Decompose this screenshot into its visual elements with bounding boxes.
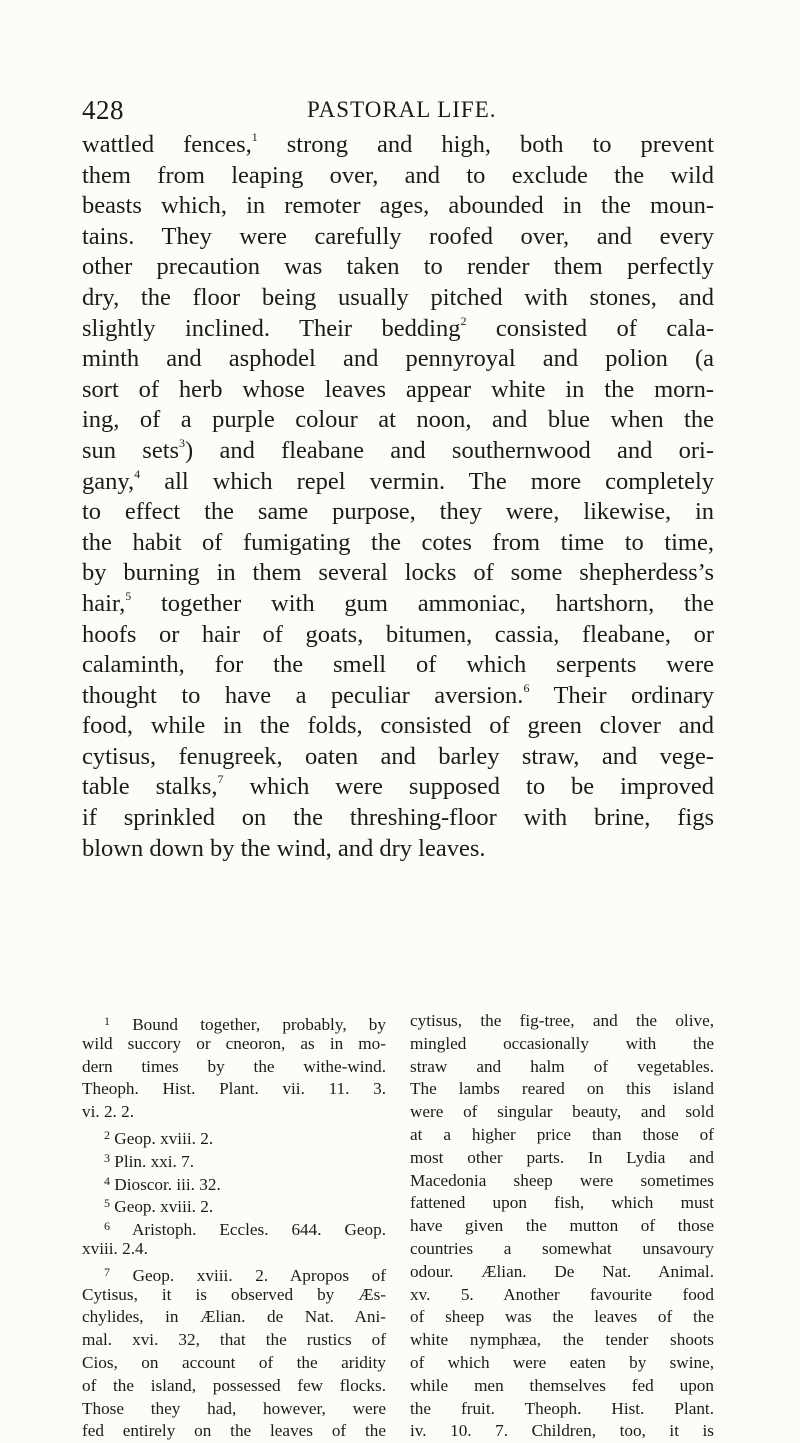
footnote-line [82, 1375, 386, 1398]
text-line [82, 772, 714, 803]
footnote-number: 5 [104, 1196, 110, 1211]
footnote-number: 3 [104, 1150, 110, 1165]
text-line [82, 405, 714, 436]
footnote-line: The lambs reared on this island [410, 1079, 714, 1099]
text-segment: calaminth, for the smell of which serpents were [82, 651, 714, 679]
text-line [82, 620, 714, 651]
footnote-marker: 3 [179, 435, 186, 450]
text-segment: together with gum ammoniac, hartshorn, the [131, 589, 714, 617]
footnote-line: countries a somewhat unsavoury [410, 1238, 714, 1258]
footnote-line: iv. 10. 7. Children, too, it is [410, 1421, 714, 1441]
footnote-text: Geop. xviii. 2. Apropos of [110, 1265, 386, 1285]
footnote-number: 2 [104, 1127, 110, 1142]
text-line [82, 528, 714, 559]
text-segment: Their ordinary [529, 681, 714, 709]
text-line [82, 803, 714, 834]
footnotes-left-column [82, 1010, 386, 1443]
text-segment: cytisus, fenugreek, oaten and barley straw, and vege- [82, 742, 714, 770]
footnote-line: of which were eaten by swine, [410, 1352, 714, 1372]
footnote-line [82, 1101, 386, 1124]
footnote-line: while men themselves fed upon [410, 1375, 714, 1395]
footnote-marker: 5 [125, 588, 132, 603]
text-segment: beasts which, in remoter ages, abounded in the moun- [82, 192, 714, 220]
footnote-line [82, 1170, 386, 1193]
footnote-line [82, 1306, 386, 1329]
footnote-line: odour. Ælian. De Nat. Animal. [410, 1261, 714, 1281]
text-line [82, 161, 714, 192]
text-segment: consisted of cala- [466, 314, 714, 342]
footnote-line: at a higher price than those of [410, 1124, 714, 1144]
footnote-text: wild succory or cneoron, as in mo- [82, 1033, 386, 1053]
footnote-line: straw and halm of vegetables. [410, 1056, 714, 1076]
footnote-line: Macedonia sheep were sometimes [410, 1170, 714, 1190]
text-line [82, 497, 714, 528]
footnote-text: Geop. xviii. 2. [110, 1128, 214, 1148]
footnote-text: xviii. 2.4. [82, 1238, 148, 1258]
text-line [82, 252, 714, 283]
footnote-line: the fruit. Theoph. Hist. Plant. [410, 1398, 714, 1418]
text-segment: table stalks, [82, 773, 218, 801]
footnote-marker: 6 [523, 680, 530, 695]
footnote-text: mal. xvi. 32, that the rustics of [82, 1330, 386, 1350]
text-segment: wattled fences, [82, 131, 252, 158]
text-segment: by burning in them several locks of some shepherdess’s [82, 559, 714, 587]
footnote-line: most other parts. In Lydia and [410, 1147, 714, 1167]
text-segment: tains. They were carefully roofed over, and every [82, 222, 714, 250]
text-line [82, 283, 714, 314]
text-segment: minth and asphodel and pennyroyal and polion (a [82, 345, 714, 373]
text-segment: food, while in the folds, consisted of green clover and [82, 712, 714, 740]
footnote-text: Dioscor. iii. 32. [110, 1174, 221, 1194]
footnote-number: 6 [104, 1219, 110, 1234]
text-line [82, 191, 714, 222]
footnote-text: Bound together, probably, by [110, 1015, 386, 1034]
footnote-line: cytisus, the fig-tree, and the olive, [410, 1011, 714, 1030]
text-segment: all which repel vermin. The more completely [140, 467, 714, 495]
text-segment: other precaution was taken to render them perfectly [82, 253, 714, 281]
text-segment: ) and fleabane and southernwood and ori- [185, 436, 714, 464]
footnote-line: fattened upon fish, which must [410, 1193, 714, 1213]
footnote-line: have given the mutton of those [410, 1216, 714, 1236]
text-line [82, 558, 714, 589]
footnote-line [82, 1078, 386, 1101]
page-header [82, 95, 714, 135]
footnote-line [82, 1215, 386, 1238]
text-segment: to effect the same purpose, they were, likewise, in [82, 498, 714, 526]
text-segment: dry, the floor being usually pitched with stones, and [82, 283, 714, 311]
footnote-line: were of singular beauty, and sold [410, 1102, 714, 1122]
footnote-text: fed entirely on the leaves of the [82, 1421, 386, 1441]
text-segment: ing, of a purple colour at noon, and blue when the [82, 406, 714, 434]
footnote-text: Aristoph. Eccles. 644. Geop. [110, 1220, 386, 1240]
text-line [82, 344, 714, 375]
text-line [82, 711, 714, 742]
text-segment: strong and high, both to prevent [257, 131, 714, 158]
footnote-line [82, 1261, 386, 1284]
text-line [82, 467, 714, 498]
footnote-number: 1 [104, 1014, 110, 1028]
footnote-line [82, 1352, 386, 1375]
text-segment: thought to have a peculiar aversion. [82, 681, 524, 709]
text-line [82, 436, 714, 467]
footnote-line [82, 1056, 386, 1079]
footnote-line: xv. 5. Another favourite food [410, 1284, 714, 1304]
text-line [82, 589, 714, 620]
footnote-marker: 2 [460, 313, 467, 328]
running-head: PASTORAL LIFE. [307, 97, 497, 122]
footnote-number: 4 [104, 1173, 110, 1188]
footnote-line [82, 1192, 386, 1215]
footnote-line [82, 1398, 386, 1421]
footnote-text: dern times by the withe-wind. [82, 1056, 386, 1076]
footnote-text: Cytisus, it is observed by Æs- [82, 1284, 386, 1304]
text-line [82, 681, 714, 712]
footnote-line [82, 1238, 386, 1261]
footnote-line [82, 1284, 386, 1307]
footnote-line [82, 1329, 386, 1352]
text-segment: the habit of fumigating the cotes from time to time, [82, 528, 714, 556]
text-segment: if sprinkled on the threshing-floor with brine, figs [82, 804, 714, 832]
text-segment: them from leaping over, and to exclude the wild [82, 161, 714, 189]
text-line [82, 834, 714, 865]
footnotes-right-column [410, 1010, 714, 1443]
footnote-text: vi. 2. 2. [82, 1102, 135, 1122]
footnote-line [82, 1124, 386, 1147]
text-segment: blown down by the wind, and dry leaves. [82, 834, 486, 862]
footnote-text: Those they had, however, were [82, 1398, 386, 1418]
text-segment: hoofs or hair of goats, bitumen, cassia, fleabane, or [82, 620, 714, 648]
footnote-line: mingled occasionally with the [410, 1033, 714, 1053]
footnote-text: Geop. xviii. 2. [110, 1197, 214, 1217]
text-line [82, 742, 714, 773]
footnote-text: Theoph. Hist. Plant. vii. 11. 3. [82, 1079, 386, 1099]
text-segment: sun sets [82, 436, 180, 464]
text-segment: slightly inclined. Their bedding [82, 314, 461, 342]
footnote-line [82, 1033, 386, 1056]
footnote-text: Plin. xxi. 7. [110, 1151, 195, 1171]
footnote-number: 7 [104, 1264, 110, 1279]
footnote-line [82, 1010, 386, 1033]
footnote-line [82, 1420, 386, 1443]
footnote-line: of sheep was the leaves of the [410, 1307, 714, 1327]
text-line [82, 222, 714, 253]
text-line [82, 375, 714, 406]
text-line [82, 130, 714, 161]
footnote-text: Cios, on account of the aridity [82, 1352, 386, 1372]
text-segment: sort of herb whose leaves appear white in the morn- [82, 375, 714, 403]
footnote-marker: 7 [217, 772, 224, 787]
footnote-text: chylides, in Ælian. de Nat. Ani- [82, 1307, 386, 1327]
page-number: 428 [82, 95, 124, 125]
text-line [82, 650, 714, 681]
footnote-marker: 4 [134, 466, 141, 481]
text-segment: which were supposed to be improved [223, 773, 715, 801]
footnote-line: white nymphæa, the tender shoots [410, 1330, 714, 1350]
footnote-line [82, 1147, 386, 1170]
text-line [82, 314, 714, 345]
footnote-text: of the island, possessed few flocks. [82, 1375, 386, 1395]
text-segment: hair, [82, 589, 126, 617]
text-segment: gany, [82, 467, 135, 495]
footnote-marker: 1 [251, 130, 258, 144]
main-text [82, 130, 714, 864]
